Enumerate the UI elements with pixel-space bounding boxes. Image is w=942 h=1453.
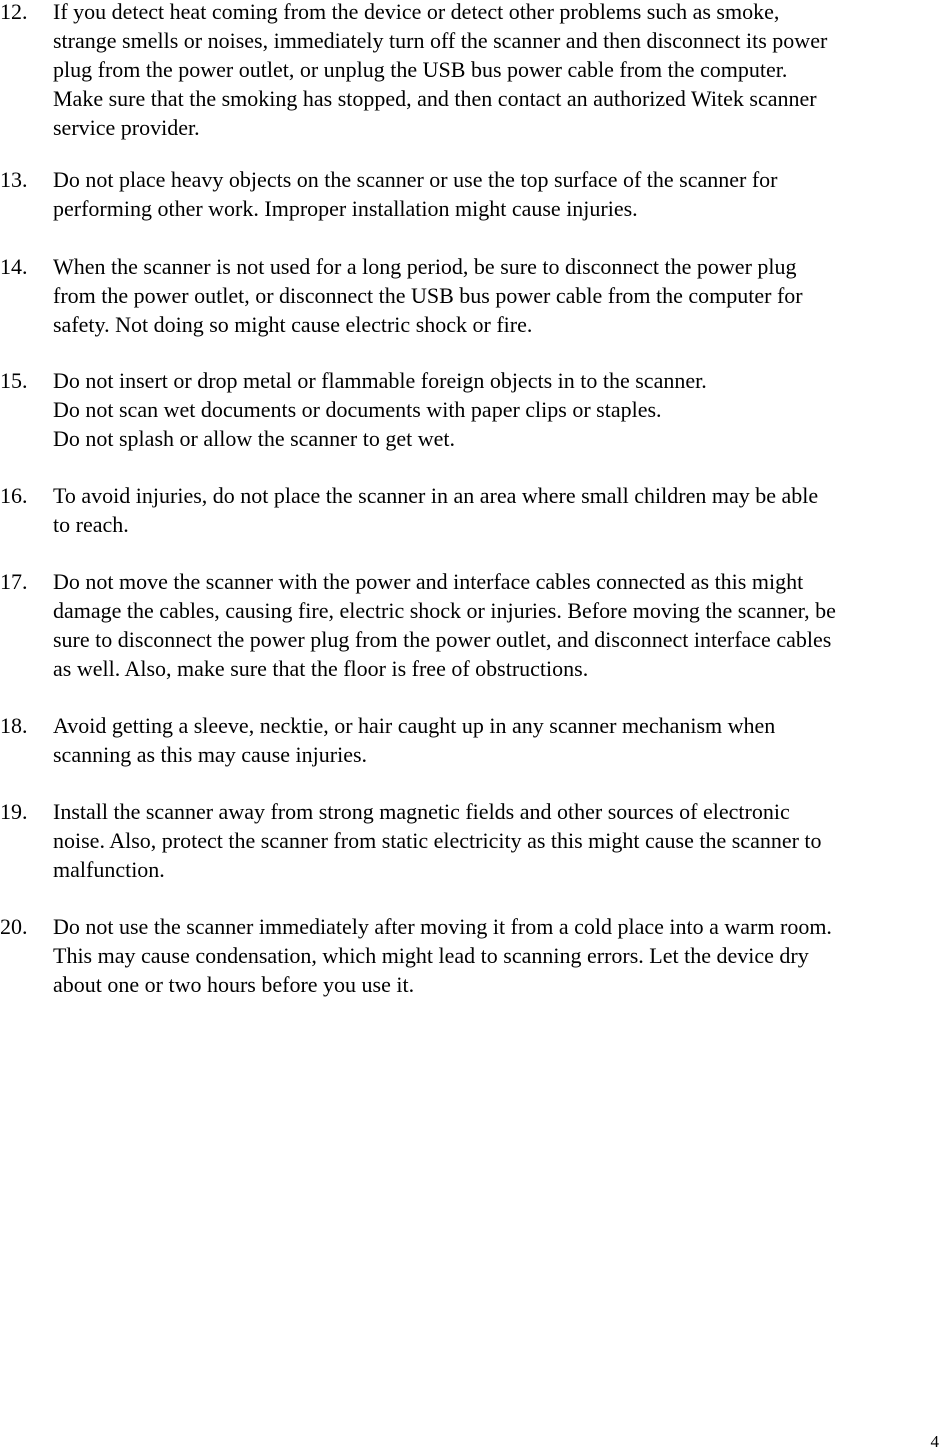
item-text-line: performing other work. Improper installation might cause injuries. [53, 196, 638, 221]
item-text-line: Do not use the scanner immediately after moving it from a cold place into a warm room. [53, 914, 832, 939]
page-number: 4 [930, 1432, 939, 1451]
item-text-line: If you detect heat coming from the device or detect other problems such as smoke, [53, 0, 780, 24]
item-number: 14. [0, 254, 28, 279]
item-number: 19. [0, 799, 28, 824]
item-number: 15. [0, 368, 28, 393]
item-number: 12. [0, 0, 28, 24]
item-text-line: noise. Also, protect the scanner from static electricity as this might cause the scanner to [53, 828, 822, 853]
item-text-line: from the power outlet, or disconnect the USB bus power cable from the computer for [53, 283, 803, 308]
item-number: 16. [0, 483, 28, 508]
item-text-line: Do not scan wet documents or documents with paper clips or staples. [53, 397, 662, 422]
item-text-line: Do not move the scanner with the power and interface cables connected as this might [53, 569, 804, 594]
item-number: 18. [0, 713, 28, 738]
item-text-line: Avoid getting a sleeve, necktie, or hair caught up in any scanner mechanism when [53, 713, 776, 738]
item-text-line: malfunction. [53, 857, 165, 882]
item-number: 17. [0, 569, 28, 594]
item-text-line: safety. Not doing so might cause electric shock or fire. [53, 312, 533, 337]
item-text-line: damage the cables, causing fire, electric shock or injuries. Before moving the scanner, be [53, 598, 836, 623]
item-number: 20. [0, 914, 28, 939]
item-text-line: To avoid injuries, do not place the scanner in an area where small children may be able [53, 483, 819, 508]
item-text-line: about one or two hours before you use it. [53, 972, 415, 997]
item-text-line: sure to disconnect the power plug from the power outlet, and disconnect interface cables [53, 627, 832, 652]
item-text-line: Install the scanner away from strong magnetic fields and other sources of electronic [53, 799, 790, 824]
item-number: 13. [0, 167, 28, 192]
item-text-line: When the scanner is not used for a long period, be sure to disconnect the power plug [53, 254, 797, 279]
item-text-line: to reach. [53, 512, 129, 537]
item-text-line: Do not place heavy objects on the scanner or use the top surface of the scanner for [53, 167, 778, 192]
item-text-line: strange smells or noises, immediately turn off the scanner and then disconnect its power [53, 28, 828, 53]
item-text-line: This may cause condensation, which might lead to scanning errors. Let the device dry [53, 943, 809, 968]
item-text-line: as well. Also, make sure that the floor is free of obstructions. [53, 656, 589, 681]
item-text-line: Make sure that the smoking has stopped, and then contact an authorized Witek scanner [53, 86, 817, 111]
item-text-line: Do not splash or allow the scanner to get wet. [53, 426, 456, 451]
item-text-line: service provider. [53, 115, 200, 140]
item-text-line: Do not insert or drop metal or flammable foreign objects in to the scanner. [53, 368, 707, 393]
item-text-line: scanning as this may cause injuries. [53, 742, 368, 767]
item-text-line: plug from the power outlet, or unplug the USB bus power cable from the computer. [53, 57, 788, 82]
